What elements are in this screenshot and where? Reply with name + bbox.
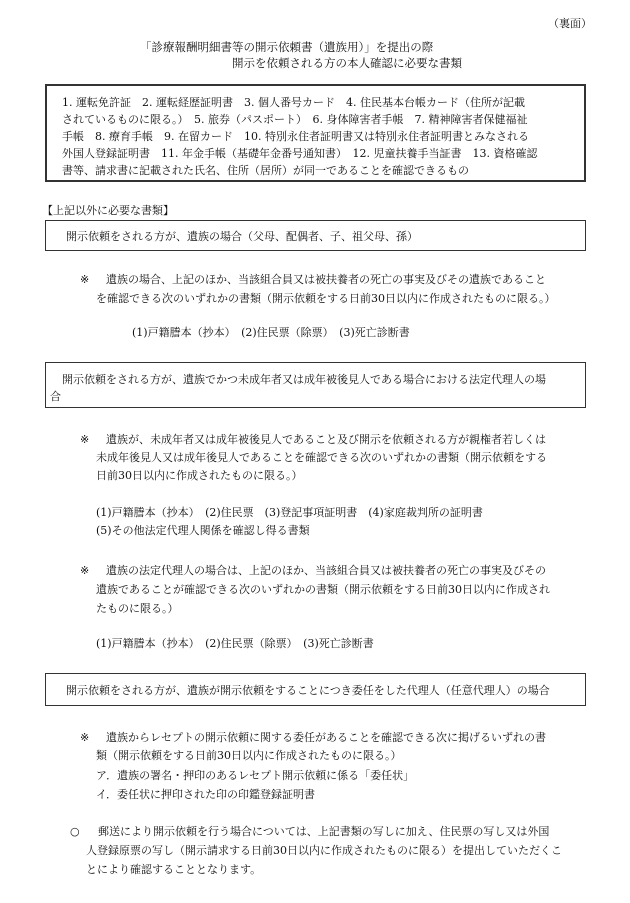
page-label: （裏面） — [548, 17, 592, 30]
section1-note-line: を確認できる次のいずれかの書類（開示依頼をする日前30日以内に作成されたものに限る。） — [96, 292, 556, 305]
section2-note2-line: 遺族の法定代理人の場合は、上記のほか、当該組合員又は被扶養者の死亡の事実及びその — [106, 564, 546, 577]
mail-note-line: 郵送により開示依頼を行う場合については、上記書類の写しに加え、住民票の写し又は外国 — [98, 825, 550, 838]
section2-note1-line: 遺族が、未成年者又は成年被後見人であること及び開示を依頼される方が親権者若しくは — [106, 433, 546, 446]
section2-note2-items: (1)戸籍謄本（抄本） (2)住民票（除票） (3)死亡診断書 — [96, 637, 374, 650]
section2-note2-mark: ※ — [80, 564, 90, 577]
section1-items: (1)戸籍謄本（抄本） (2)住民票（除票） (3)死亡診断書 — [132, 326, 410, 339]
id-docs-line: 書等、請求書に記載された氏名、住所（居所）が同一であることを確認できるもの — [62, 164, 469, 177]
id-docs-line: 外国人登録証明書 11. 年金手帳（基礎年金番号通知書） 12. 児童扶養手当証書 13. 資格確認 — [62, 147, 538, 160]
id-docs-line: されているものに限る。） 5. 旅券（パスポート） 6. 身体障害者手帳 7. 精神障害者保健福祉 — [62, 113, 528, 126]
section1-note-line: 遺族の場合、上記のほか、当該組合員又は被扶養者の死亡の事実及びその遺族であること — [106, 273, 546, 286]
page-title-line2: 開示を依頼される方の本人確認に必要な書類 — [232, 56, 462, 70]
section2-header-line: 開示依頼をされる方が、遺族でかつ未成年者又は成年被後見人である場合における法定代理人の場 — [62, 373, 546, 386]
section3-note-mark: ※ — [80, 731, 90, 744]
id-docs-line: 1. 運転免許証 2. 運転経歴証明書 3. 個人番号カード 4. 住民基本台帳カード（住所が記載 — [62, 96, 525, 109]
section2-note1-items: (5)その他法定代理人関係を確認し得る書類 — [96, 524, 310, 537]
section3-header: 開示依頼をされる方が、遺族が開示依頼をすることにつき委任をした代理人（任意代理人）の場合 — [66, 684, 550, 697]
mail-note-line: とにより確認することとなります。 — [86, 863, 262, 876]
other-docs-heading: 【上記以外に必要な書類】 — [42, 204, 174, 217]
section3-note-line: 遺族からレセプトの開示依頼に関する委任があることを確認できる次に掲げるいずれの書 — [106, 731, 546, 744]
section2-note1-items: (1)戸籍謄本（抄本） (2)住民票 (3)登記事項証明書 (4)家庭裁判所の証明書 — [96, 506, 483, 519]
section2-note2-line: たものに限る。） — [96, 602, 179, 615]
mail-note-mark: ○ — [70, 825, 80, 838]
section2-note1-mark: ※ — [80, 433, 90, 446]
section3-note-line: イ．委任状に押印された印の印鑑登録証明書 — [96, 788, 316, 801]
section2-note1-line: 日前30日以内に作成されたものに限る。） — [96, 469, 303, 482]
section2-note2-line: 遺族であることが確認できる次のいずれかの書類（開示依頼をする日前30日以内に作成され — [96, 583, 550, 596]
section3-note-line: ア．遺族の署名・押印のあるレセプト開示依頼に係る「委任状」 — [96, 769, 415, 782]
id-docs-line: 手帳 8. 療育手帳 9. 在留カード 10. 特別永住者証明書又は特別永住者証明書とみなされる — [62, 130, 529, 143]
section1-header: 開示依頼をされる方が、遺族の場合（父母、配偶者、子、祖父母、孫） — [66, 230, 418, 243]
section3-note-line: 類（開示依頼をする日前30日以内に作成されたものに限る。） — [96, 749, 402, 762]
section2-note1-line: 未成年後見人又は成年後見人であることを確認できる次のいずれかの書類（開示依頼をする — [96, 451, 547, 464]
section1-note-mark: ※ — [80, 273, 90, 286]
section2-header-line: 合 — [50, 390, 61, 403]
mail-note-line: 人登録原票の写し（開示請求する日前30日以内に作成されたものに限る）を提出していただくこ — [86, 844, 562, 857]
page-title-line1: 「診療報酬明細書等の開示依頼書（遺族用）」を提出の際 — [140, 40, 434, 54]
